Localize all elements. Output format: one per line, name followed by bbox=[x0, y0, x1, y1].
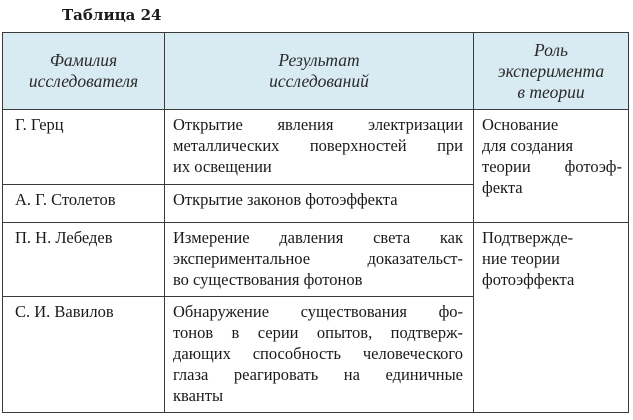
header-text: эксперимента bbox=[497, 60, 605, 81]
result-line: Обнаружение существования фо- bbox=[173, 302, 463, 321]
researcher-cell bbox=[3, 110, 165, 185]
result-line: металлических поверхностей при bbox=[173, 136, 463, 155]
role-cell bbox=[474, 223, 629, 413]
role-line: фекта bbox=[482, 178, 523, 197]
researcher-cell bbox=[3, 297, 165, 413]
table-caption: Таблица 24 bbox=[62, 6, 162, 24]
result-line: тонов в серии опытов, подтверж- bbox=[173, 323, 463, 342]
role-line: для создания bbox=[482, 136, 574, 155]
result-line: кванты bbox=[173, 386, 224, 405]
researcher-name: А. Г. Столетов bbox=[15, 190, 116, 209]
researcher-name: Г. Герц bbox=[15, 115, 64, 134]
header-text: Результат bbox=[278, 50, 360, 70]
header-role bbox=[474, 33, 629, 110]
result-cell bbox=[165, 297, 474, 413]
result-line: во существования фотонов bbox=[173, 270, 363, 289]
result-line: их освещении bbox=[173, 157, 272, 176]
researcher-name: П. Н. Лебедев bbox=[15, 228, 113, 247]
header-text: исследователя bbox=[28, 71, 139, 91]
role-line: теории фотоэф- bbox=[482, 157, 622, 176]
result-line: Измерение давления света как bbox=[173, 228, 463, 247]
role-line: фотоэффекта bbox=[482, 270, 575, 289]
role-line: Основание bbox=[482, 115, 559, 134]
table-row bbox=[3, 110, 629, 185]
result-cell bbox=[165, 110, 474, 185]
data-table bbox=[2, 32, 629, 413]
role-line: ние теории bbox=[482, 249, 560, 268]
result-line: экспериментальное доказательст- bbox=[173, 249, 463, 268]
header-researcher bbox=[3, 33, 165, 110]
header-text: Роль bbox=[534, 39, 568, 60]
header-result bbox=[165, 33, 474, 110]
role-line: Подтвержде- bbox=[482, 228, 574, 247]
header-text: в теории bbox=[517, 81, 585, 102]
result-line: дающих способность человеческого bbox=[173, 344, 463, 363]
researcher-cell bbox=[3, 185, 165, 223]
result-line: Открытие законов фотоэффекта bbox=[173, 190, 398, 209]
result-cell bbox=[165, 223, 474, 297]
role-cell bbox=[474, 110, 629, 223]
header-text: Фамилия bbox=[49, 50, 118, 70]
result-line: глаза реагировать на единичные bbox=[173, 365, 463, 384]
researcher-name: С. И. Вавилов bbox=[15, 302, 114, 321]
result-cell bbox=[165, 185, 474, 223]
header-row bbox=[3, 33, 629, 110]
table-row bbox=[3, 223, 629, 297]
header-text: исследований bbox=[269, 71, 369, 91]
result-line: Открытие явления электризации bbox=[173, 115, 463, 134]
researcher-cell bbox=[3, 223, 165, 297]
